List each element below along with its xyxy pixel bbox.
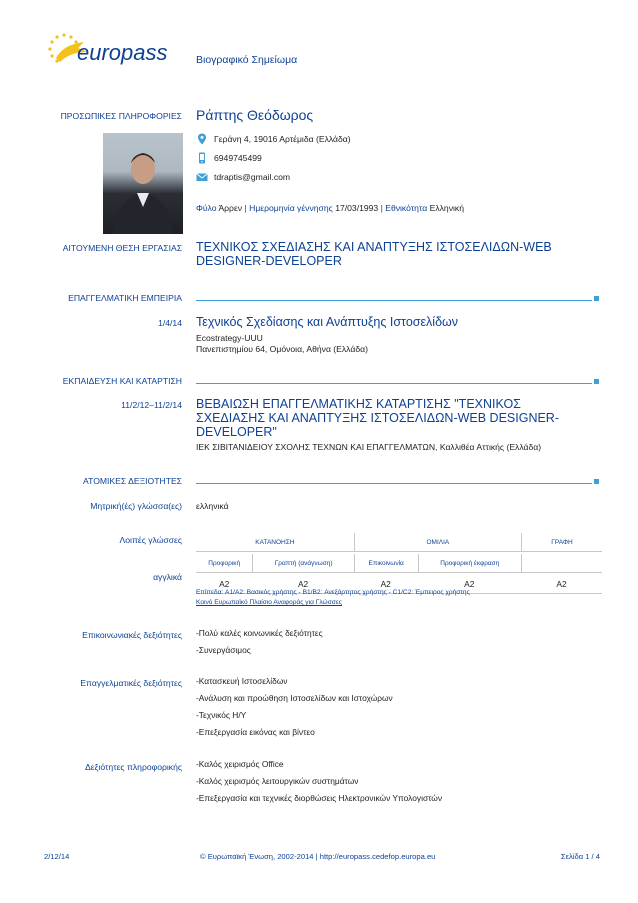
skill-item: -Τεχνικός Η/Υ (196, 710, 247, 720)
language-name: αγγλικά (153, 572, 182, 582)
section-label-job: ΑΙΤΟΥΜΕΝΗ ΘΕΣΗ ΕΡΓΑΣΙΑΣ (62, 243, 182, 253)
education-title-line: DEVELOPER" (196, 425, 277, 439)
gender-label: Φύλο (196, 203, 217, 213)
header-understanding: ΚΑΤΑΝΟΗΣΗ (196, 533, 354, 552)
mother-tongue-label: Μητρική(ές) γλώσσα(ες) (90, 501, 182, 511)
gender-value: Άρρεν (218, 203, 243, 213)
nationality-label: Εθνικότητα (385, 203, 428, 213)
envelope-icon (196, 171, 208, 183)
section-divider-square (594, 479, 599, 484)
doc-title: Βιογραφικό Σημείωμα (196, 54, 298, 66)
professional-skills-label: Επαγγελματικές δεξιότητες (80, 678, 182, 688)
section-divider-square (594, 296, 599, 301)
skill-item: -Καλός χειρισμός Office (196, 759, 284, 769)
mother-tongue-value: ελληνικά (196, 501, 229, 511)
section-label-skills: ΑΤΟΜΙΚΕΣ ΔΕΞΙΟΤΗΤΕΣ (83, 476, 182, 486)
profile-photo (103, 133, 183, 234)
section-divider (196, 383, 592, 384)
level-cell: A2 (418, 575, 521, 594)
subheader-cell: Προφορική (196, 554, 252, 573)
skill-item: -Συνεργάσιμος (196, 645, 251, 655)
experience-position: Τεχνικός Σχεδίασης και Ανάπτυξης Ιστοσελίδων (196, 315, 459, 329)
section-label-personal: ΠΡΟΣΩΠΙΚΕΣ ΠΛΗΡΟΦΟΡΙΕΣ (60, 111, 182, 121)
header-speaking: ΟΜΙΛΙΑ (354, 533, 521, 552)
education-title (196, 397, 606, 439)
experience-employer: Ecostrategy-UUU (196, 333, 263, 343)
person-photo-icon (103, 133, 183, 234)
professional-skills-list (196, 673, 393, 741)
education-title-line: ΒΕΒΑΙΩΣΗ ΕΠΑΓΓΕΛΜΑΤΙΚΗΣ ΚΑΤΑΡΤΙΣΗΣ "ΤΕΧΝΙΚΟΣ (196, 397, 521, 411)
nationality-value: Ελληνική (429, 203, 464, 213)
skill-item: -Ανάλυση και προώθηση Ιστοσελίδων και Ιστοχώρων (196, 693, 393, 703)
subheader-cell (521, 554, 602, 573)
level-cell: A2 (354, 575, 418, 594)
level-cell: A2 (521, 575, 602, 594)
education-institution: ΙΕΚ ΣΙΒΙΤΑΝΙΔΕΙΟΥ ΣΧΟΛΗΣ ΤΕΧΝΩΝ ΚΑΙ ΕΠΑΓΓΕΛΜΑΤΩΝ, Καλλιθέα Αττικής (Ελλάδα) (196, 442, 542, 452)
education-date: 11/2/12–11/2/14 (121, 400, 182, 410)
skill-item: -Επεξεργασία και τεχνικές διορθώσεις Ηλεκτρονικών Υπολογιστών (196, 793, 443, 803)
footer-page-number: Σελίδα 1 / 4 (560, 852, 600, 861)
communication-skills-label: Επικοινωνιακές δεξιότητες (82, 630, 182, 640)
other-languages-label: Λοιπές γλώσσες (119, 535, 182, 545)
computer-skills-list (196, 756, 442, 807)
subheader-cell: Προφορική έκφραση (418, 554, 521, 573)
skill-item: -Κατασκευή Ιστοσελίδων (196, 676, 288, 686)
subheader-cell: Γραπτή (ανάγνωση) (252, 554, 353, 573)
section-label-education: ΕΚΠΑΙΔΕΥΣΗ ΚΑΙ ΚΑΤΑΡΤΙΣΗ (62, 376, 182, 386)
skill-item: -Επεξεργασία εικόνας και βίντεο (196, 727, 315, 737)
levels-note: Επίπεδα: A1/A2: Βασικός χρήστης - B1/B2: Ανεξάρτητος χρήστης - C1/C2: Έμπειρος χρήστης (196, 589, 470, 596)
cefr-link[interactable]: Κοινό Ευρωπαϊκό Πλαίσιο Αναφοράς για Γλώσσες (196, 599, 342, 606)
job-title (196, 240, 616, 268)
level-cell: A2 (252, 575, 353, 594)
section-divider (196, 300, 592, 301)
level-cell: A2 (196, 575, 252, 594)
computer-skills-label: Δεξιότητες πληροφορικής (85, 762, 182, 772)
europass-logo-icon (40, 30, 190, 70)
communication-skills-list (196, 625, 323, 659)
separator: | (244, 203, 247, 213)
europass-logo (40, 30, 190, 70)
education-title-line: ΣΧΕΔΙΑΣΗΣ ΚΑΙ ΑΝΑΠΤΥΞΗΣ ΙΣΤΟΣΕΛΙΔΩΝ-WEB DESIGNER- (196, 411, 560, 425)
language-table-subheader (196, 554, 602, 573)
personal-details-line (196, 203, 464, 213)
experience-date: 1/4/14 (158, 318, 182, 328)
subheader-cell: Επικοινωνία (354, 554, 418, 573)
logo-text: europass (77, 40, 168, 65)
phone-row (196, 152, 262, 164)
job-title-line: DESIGNER-DEVELOPER (196, 254, 342, 268)
section-label-experience: ΕΠΑΓΓΕΛΜΑΤΙΚΗ ΕΜΠΕΙΡΙΑ (68, 293, 182, 303)
address-row (196, 133, 351, 145)
phone-text: 6949745499 (214, 153, 262, 163)
email-link[interactable]: tdraptis@gmail.com (214, 172, 291, 182)
location-pin-icon (196, 133, 208, 145)
skill-item: -Καλός χειρισμός λειτουργικών συστημάτων (196, 776, 359, 786)
skill-item: -Πολύ καλές κοινωνικές δεξιότητες (196, 628, 323, 638)
section-divider (196, 483, 592, 484)
experience-address: Πανεπιστημίου 64, Ομόνοια, Αθήνα (Ελλάδα) (196, 344, 368, 354)
email-row (196, 171, 290, 183)
footer-copyright: © Ευρωπαϊκή Ένωση, 2002-2014 | http://europass.cedefop.europa.eu (200, 852, 436, 861)
mobile-phone-icon (196, 152, 208, 164)
job-title-line: ΤΕΧΝΙΚΟΣ ΣΧΕΔΙΑΣΗΣ ΚΑΙ ΑΝΑΠΤΥΞΗΣ ΙΣΤΟΣΕΛΙΔΩΝ-WEB (196, 240, 552, 254)
dob-label: Ημερομηνία γέννησης (249, 203, 333, 213)
footer-date: 2/12/14 (44, 852, 70, 861)
dob-value: 17/03/1993 (335, 203, 379, 213)
header-writing: ΓΡΑΦΗ (521, 533, 602, 552)
separator: | (380, 203, 383, 213)
section-divider-square (594, 379, 599, 384)
address-text: Γεράνη 4, 19016 Αρτέμιδα (Ελλάδα) (214, 134, 351, 144)
language-table-header (196, 533, 602, 552)
person-name: Ράπτης Θεόδωρος (196, 107, 314, 123)
language-table (196, 531, 602, 596)
